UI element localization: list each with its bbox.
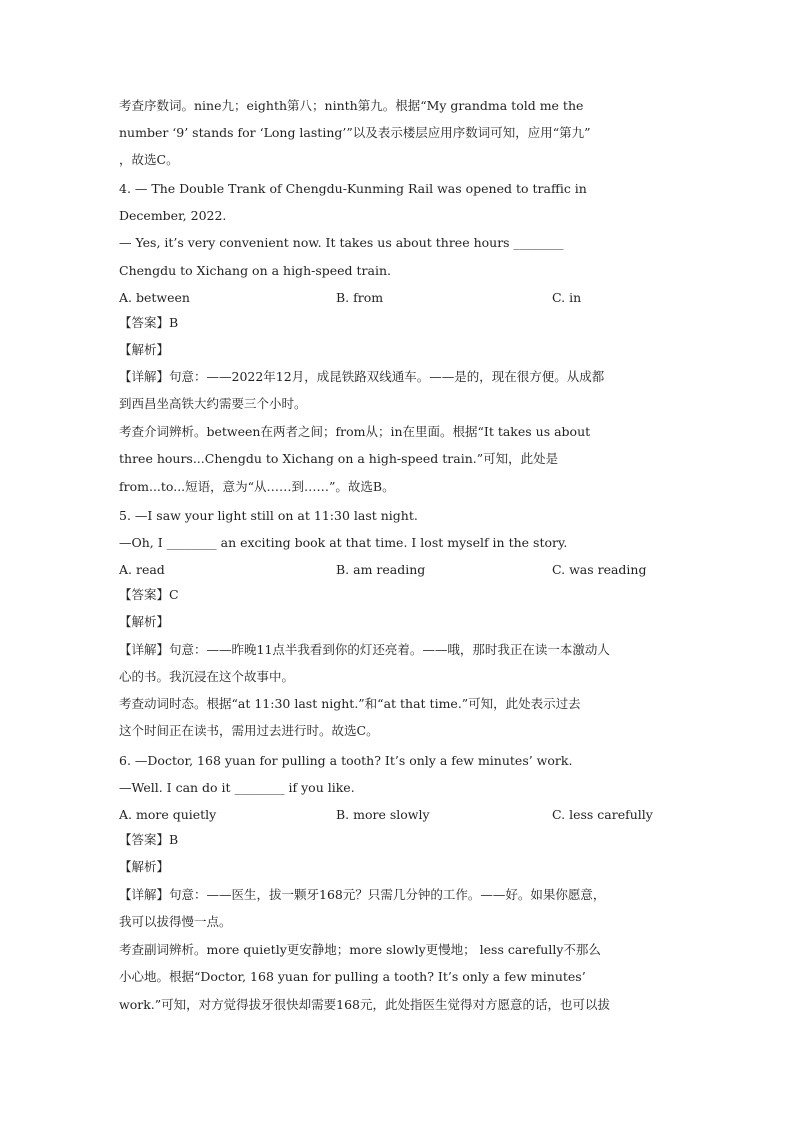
text-line: December, 2022.: [119, 208, 227, 223]
option-a: A. read: [119, 562, 165, 577]
option-c: C. less carefully: [552, 807, 653, 822]
text-line: 【详解】句意：——2022年12月，成昆铁路双线通车。——是的，现在很方便。从成都: [119, 369, 605, 384]
text-line: 【详解】句意：——昨晚11点半我看到你的灯还亮着。——哦，那时我正在读一本激动人: [119, 642, 610, 657]
text-line: work.”可知，对方觉得拔牙很快却需要168元，此处指医生觉得对方愿意的话，也可以拔: [119, 997, 610, 1012]
text-line: 这个时间正在读书，需用过去进行时。故选C。: [119, 723, 379, 738]
text-line: 考查序数词。nine九；eighth第八；ninth第九。根据“My grandma told me the: [119, 98, 584, 113]
option-b: B. am reading: [336, 562, 426, 577]
option-a: A. between: [119, 290, 190, 305]
text-line: 小心地。根据“Doctor, 168 yuan for pulling a tooth? It’s only a few minutes’: [119, 969, 586, 984]
option-a: A. more quietly: [119, 807, 217, 822]
text-line: 5. —I saw your light still on at 11:30 last night.: [119, 508, 418, 523]
text-line: —Oh, I ________ an exciting book at that time. I lost myself in the story.: [119, 535, 568, 550]
option-c: C. in: [552, 290, 582, 305]
text-line: —Well. I can do it ________ if you like.: [119, 780, 355, 795]
option-c: C. was reading: [552, 562, 647, 577]
option-b: B. more slowly: [336, 807, 430, 822]
text-line: 考查介词辨析。between在两者之间；from从；in在里面。根据“It takes us about: [119, 424, 591, 439]
text-line: 【解析】: [119, 859, 170, 874]
text-line: 考查动词时态。根据“at 11:30 last night.”和“at that time.”可知，此处表示过去: [119, 696, 581, 711]
text-line: 心的书。我沉浸在这个故事中。: [119, 669, 295, 684]
text-line: — Yes, it’s very convenient now. It takes us about three hours ________: [119, 235, 564, 250]
text-line: 【答案】B: [119, 832, 179, 847]
text-line: from...to...短语，意为“从……到……”。故选B。: [119, 479, 395, 494]
text-line: number ‘9’ stands for ‘Long lasting’”以及表示楼层应用序数词可知，应用“第九”: [119, 125, 591, 140]
text-line: 6. —Doctor, 168 yuan for pulling a tooth? It’s only a few minutes’ work.: [119, 753, 573, 768]
text-line: three hours...Chengdu to Xichang on a high-speed train.”可知，此处是: [119, 451, 559, 466]
option-b: B. from: [336, 290, 384, 305]
text-line: 4. — The Double Trank of Chengdu-Kunming Rail was opened to traffic in: [119, 181, 587, 196]
text-line: 【答案】C: [119, 587, 179, 602]
text-line: 到西昌坐高铁大约需要三个小时。: [119, 396, 307, 411]
text-line: Chengdu to Xichang on a high-speed train.: [119, 263, 391, 278]
text-line: 我可以拔得慢一点。: [119, 914, 232, 929]
text-line: 【解析】: [119, 614, 170, 629]
text-line: ，故选C。: [119, 152, 179, 167]
text-line: 【解析】: [119, 342, 170, 357]
text-line: 考查副词辨析。more quietly更安静地；more slowly更慢地； less carefully不那么: [119, 942, 601, 957]
text-line: 【详解】句意：——医生，拔一颗牙168元？只需几分钟的工作。——好。如果你愿意，: [119, 887, 606, 902]
text-line: 【答案】B: [119, 315, 179, 330]
